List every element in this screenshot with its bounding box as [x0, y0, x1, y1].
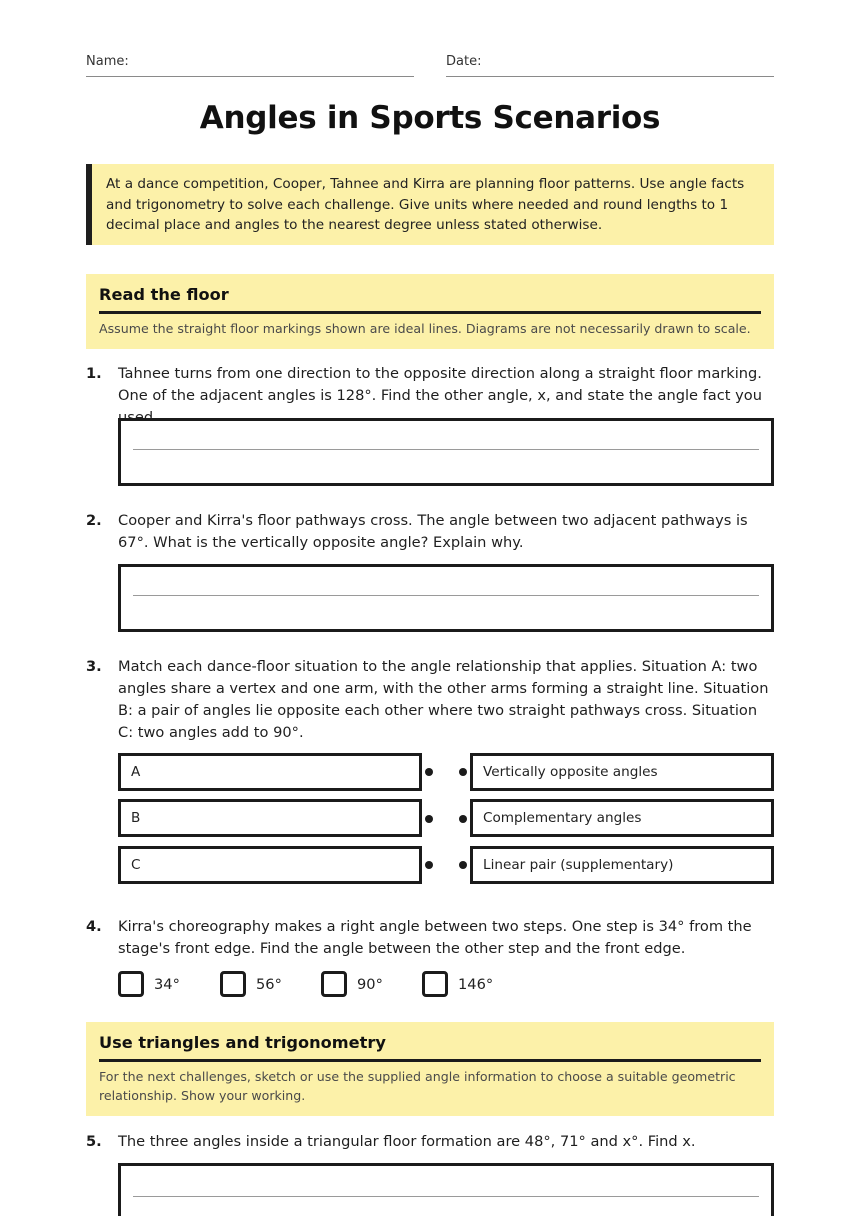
- date-label: Date:: [446, 54, 482, 69]
- student-info-row: [86, 53, 774, 77]
- intro-callout: At a dance competition, Cooper, Tahnee and Kirra are planning floor patterns. Use angle facts and trigonometry to solve each challenge. Give units where needed and round lengths to 1 decimal place and angles to the nearest degree unless stated otherwise.: [86, 164, 774, 245]
- answer-box-2[interactable]: [118, 564, 774, 632]
- question-text: Match each dance-floor situation to the angle relationship that applies. Situation A: two angles share a vertex and one arm, with the other arms forming a straight line. Situation B: a pair of angles lie opposite each other where two straight pathways cross. Situation C: two angles add to 90°.: [118, 658, 769, 741]
- option-label: 56°: [256, 975, 282, 993]
- question-number: 3.: [86, 658, 102, 675]
- worksheet-title: Angles in Sports Scenarios: [199, 100, 661, 136]
- question-number: 5.: [86, 1133, 102, 1150]
- match-dot-right[interactable]: [459, 815, 467, 823]
- match-left-b[interactable]: B: [118, 799, 422, 837]
- match-right-vertically-opposite[interactable]: Vertically opposite angles: [470, 753, 774, 791]
- date-field[interactable]: [446, 53, 774, 77]
- match-dot-left[interactable]: [425, 768, 433, 776]
- question-number: 4.: [86, 918, 102, 935]
- section-heading: Read the floor: [99, 274, 761, 314]
- option-label: 146°: [458, 975, 494, 993]
- match-dot-left[interactable]: [425, 815, 433, 823]
- option-4[interactable]: [422, 971, 493, 997]
- match-right-linear-pair[interactable]: Linear pair (supplementary): [470, 846, 774, 884]
- section-note: For the next challenges, sketch or use the supplied angle information to choose a suitable geometric relationship. Show your working.: [99, 1069, 736, 1103]
- checkbox[interactable]: [321, 971, 347, 997]
- question-number: 2.: [86, 512, 102, 529]
- option-2[interactable]: [220, 971, 282, 997]
- name-field[interactable]: [86, 53, 414, 77]
- option-label: 34°: [154, 975, 180, 993]
- match-dot-right[interactable]: [459, 768, 467, 776]
- question-number: 1.: [86, 365, 102, 382]
- checkbox[interactable]: [422, 971, 448, 997]
- question-5: [86, 1131, 776, 1153]
- match-left-c[interactable]: C: [118, 846, 422, 884]
- question-4: [86, 916, 776, 960]
- answer-line: [133, 1196, 759, 1197]
- option-label: 90°: [357, 975, 383, 993]
- section-note: Assume the straight floor markings shown are ideal lines. Diagrams are not necessarily drawn to scale.: [99, 321, 751, 336]
- answer-box-1[interactable]: [118, 418, 774, 486]
- option-1[interactable]: [118, 971, 180, 997]
- question-text: Kirra's choreography makes a right angle between two steps. One step is 34° from the stage's front edge. Find the angle between the other step and the front edge.: [118, 918, 752, 957]
- match-dot-right[interactable]: [459, 861, 467, 869]
- match-right-complementary[interactable]: Complementary angles: [470, 799, 774, 837]
- question-3: [86, 656, 776, 744]
- question-text: The three angles inside a triangular floor formation are 48°, 71° and x°. Find x.: [118, 1133, 696, 1150]
- question-text: Cooper and Kirra's floor pathways cross. The angle between two adjacent pathways is 67°. What is the vertically opposite angle? Explain why.: [118, 512, 748, 551]
- answer-line: [133, 449, 759, 450]
- name-label: Name:: [86, 54, 129, 69]
- section-heading: Use triangles and trigonometry: [99, 1022, 761, 1062]
- question-2: [86, 510, 776, 554]
- question-text: Tahnee turns from one direction to the opposite direction along a straight floor marking. One of the adjacent angles is 128°. Find the other angle, x, and state the angle fact you: [118, 365, 762, 404]
- section-triangles-trigonometry: [86, 1022, 774, 1116]
- checkbox[interactable]: [118, 971, 144, 997]
- answer-box-5[interactable]: [118, 1163, 774, 1216]
- answer-line: [133, 595, 759, 596]
- option-3[interactable]: [321, 971, 383, 997]
- match-left-a[interactable]: A: [118, 753, 422, 791]
- match-dot-left[interactable]: [425, 861, 433, 869]
- checkbox[interactable]: [220, 971, 246, 997]
- section-read-the-floor: [86, 274, 774, 349]
